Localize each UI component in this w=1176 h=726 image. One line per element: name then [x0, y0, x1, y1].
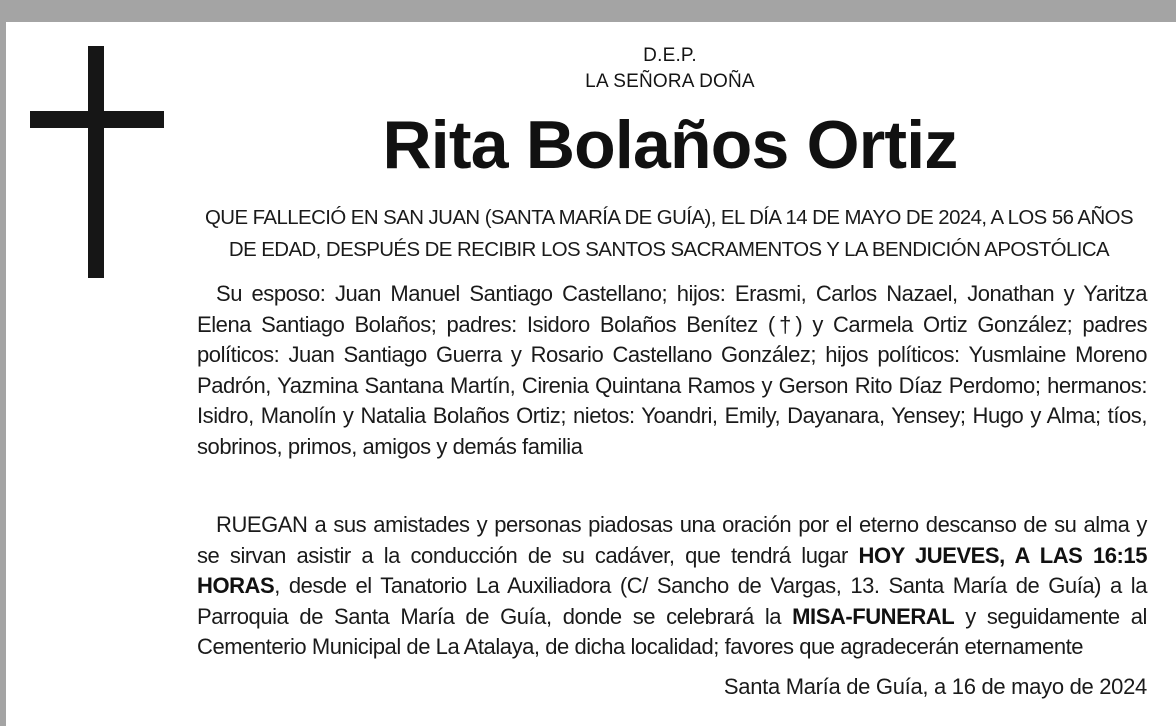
cross-horizontal-bar	[30, 111, 164, 128]
request-text-3: y seguidamente al Cementerio Municipal de La Atalaya, de dicha localidad; favores que agradecerán eternamente	[197, 603, 1147, 659]
left-frame-bar	[0, 0, 6, 726]
top-frame-bar	[0, 0, 1176, 22]
deceased-name: Rita Bolaños Ortiz	[382, 107, 958, 183]
death-info	[186, 202, 1152, 266]
cross-vertical-bar	[88, 46, 104, 278]
death-info-line-2: DE EDAD, DESPUÉS DE RECIBIR LOS SANTOS SACRAMENTOS Y LA BENDICIÓN APOSTÓLICA	[228, 239, 1110, 261]
request-paragraph	[197, 510, 1147, 663]
dep-heading: D.E.P.	[643, 45, 697, 66]
family-paragraph: Su esposo: Juan Manuel Santiago Castellano; hijos: Erasmi, Carlos Nazael, Jonathan y Yaritza Elena Santiago Bolaños; padres: Isidoro Bolaños Benítez (†) y Carmela Ortiz González; padres políticos: Juan Santiago Guerra y Rosario Castellano González; hijos políticos: Yusmlaine Moreno Padrón, Yazmina Santana Martín, Cirenia Quintana Ramos y Gerson Rito Díaz Perdomo; hermanos: Isidro, Manolín y Natalia Bolaños Ortiz; nietos: Yoandri, Emily, Dayanara, Yensey; Hugo y Alma; tíos, sobrinos, primos, amigos y demás familia	[197, 281, 1147, 459]
mass-funeral: MISA-FUNERAL	[792, 603, 955, 629]
death-info-line-1: QUE FALLECIÓ EN SAN JUAN (SANTA MARÍA DE GUÍA), EL DÍA 14 DE MAYO DE 2024, A LOS 56 AÑOS	[204, 207, 1134, 229]
place-date: Santa María de Guía, a 16 de mayo de 2024	[723, 674, 1147, 699]
title-line: LA SEÑORA DOÑA	[585, 71, 755, 92]
service-time: HOY JUEVES, A LAS 16:15 HORAS	[197, 542, 1147, 598]
request-text-1: RUEGAN a sus amistades y personas piadosas una oración por el eterno descanso de su alma y se sirvan asistir a la conducción de su cadáver, que tendrá lugar	[197, 512, 1147, 568]
request-text-2: , desde el Tanatorio La Auxiliadora (C/ Sancho de Vargas, 13. Santa María de Guía) a la Parroquia de Santa María de Guía, donde se celebrará la	[197, 573, 1147, 629]
